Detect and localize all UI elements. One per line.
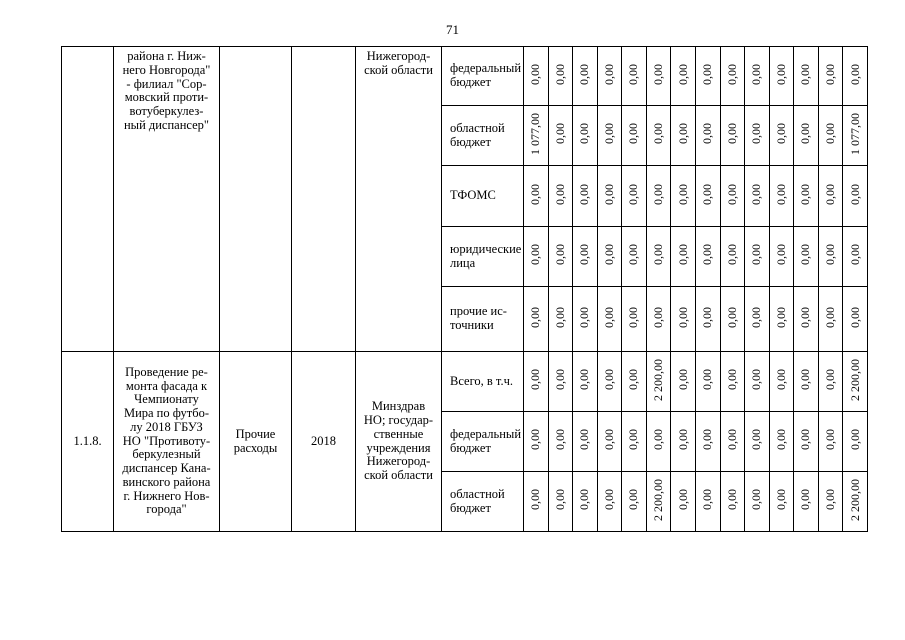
amount-cell: 0,00 [818,472,843,532]
funding-source-label: федеральный бюджет [442,412,524,472]
amount-cell: 0,00 [794,227,819,287]
item-number-cell: 1.1.8. [62,352,114,532]
amount-cell: 0,00 [548,166,573,227]
amount-cell: 0,00 [524,47,549,106]
amount-cell: 2 200,00 [646,352,671,412]
amount-cell: 0,00 [794,106,819,166]
amount-cell: 0,00 [794,352,819,412]
amount-cell: 0,00 [646,412,671,472]
amount-cell: 2 200,00 [843,352,868,412]
amount-cell: 0,00 [794,47,819,106]
item-number-cell [62,47,114,352]
amount-cell: 0,00 [843,47,868,106]
funding-source-label: прочие ис- точники [442,287,524,352]
amount-cell: 0,00 [745,47,770,106]
amount-cell: 0,00 [695,352,720,412]
amount-cell: 0,00 [695,227,720,287]
amount-cell: 0,00 [794,287,819,352]
amount-cell: 0,00 [646,47,671,106]
amount-cell: 0,00 [818,47,843,106]
amount-cell: 0,00 [769,472,794,532]
amount-cell: 0,00 [573,47,598,106]
amount-cell: 0,00 [671,352,696,412]
amount-cell: 0,00 [622,227,647,287]
item-name-cell: Проведение ре- монта фасада к Чемпионату Мира по футбо- лу 2018 ГБУЗ НО "Противоту- беркулезный диспансер Кана- винского района г. Нижнего Нов- города" [114,352,220,532]
amount-cell: 0,00 [573,287,598,352]
amount-cell: 0,00 [671,166,696,227]
amount-cell: 0,00 [524,412,549,472]
amount-cell: 0,00 [597,166,622,227]
expense-type-cell: Прочие расходы [220,352,292,532]
amount-cell: 0,00 [769,412,794,472]
amount-cell: 0,00 [524,227,549,287]
amount-cell: 0,00 [573,352,598,412]
amount-cell: 0,00 [597,227,622,287]
amount-cell: 0,00 [769,47,794,106]
amount-cell: 0,00 [745,227,770,287]
amount-cell: 0,00 [573,227,598,287]
amount-cell: 0,00 [794,472,819,532]
amount-cell: 0,00 [671,412,696,472]
amount-cell: 0,00 [573,106,598,166]
amount-cell: 0,00 [843,166,868,227]
amount-cell: 0,00 [794,166,819,227]
year-cell: 2018 [292,352,356,532]
amount-cell: 0,00 [720,106,745,166]
amount-cell: 2 200,00 [646,472,671,532]
amount-cell: 0,00 [573,472,598,532]
amount-cell: 0,00 [745,106,770,166]
amount-cell: 0,00 [597,47,622,106]
amount-cell: 0,00 [671,47,696,106]
amount-cell: 0,00 [720,166,745,227]
budget-table [61,46,868,532]
amount-cell: 0,00 [646,166,671,227]
amount-cell: 0,00 [818,412,843,472]
amount-cell: 0,00 [745,166,770,227]
amount-cell: 0,00 [769,166,794,227]
amount-cell: 0,00 [548,412,573,472]
amount-cell: 0,00 [843,287,868,352]
page-number: 71 [446,22,459,37]
funding-source-label: ТФОМС [442,166,524,227]
item-name-cell: района г. Ниж- него Новгорода" - филиал "Сор- мовский проти- вотуберкулез- ный диспансер" [114,47,220,352]
amount-cell: 0,00 [597,352,622,412]
year-cell [292,47,356,352]
amount-cell: 0,00 [818,227,843,287]
amount-cell: 0,00 [622,287,647,352]
amount-cell: 0,00 [548,227,573,287]
funding-source-label: областной бюджет [442,472,524,532]
amount-cell: 0,00 [573,166,598,227]
amount-cell: 0,00 [695,472,720,532]
amount-cell: 0,00 [671,287,696,352]
amount-cell: 0,00 [769,287,794,352]
amount-cell: 0,00 [818,352,843,412]
responsible-cell: Нижегород- ской области [356,47,442,352]
amount-cell: 0,00 [720,412,745,472]
amount-cell: 0,00 [745,352,770,412]
amount-cell: 0,00 [622,166,647,227]
expense-type-cell [220,47,292,352]
amount-cell: 0,00 [622,47,647,106]
amount-cell: 0,00 [646,287,671,352]
amount-cell: 0,00 [769,227,794,287]
amount-cell: 0,00 [524,472,549,532]
amount-cell: 0,00 [769,352,794,412]
amount-cell: 0,00 [524,287,549,352]
amount-cell: 0,00 [843,227,868,287]
amount-cell: 0,00 [671,227,696,287]
amount-cell: 0,00 [622,472,647,532]
amount-cell: 0,00 [622,106,647,166]
amount-cell: 2 200,00 [843,472,868,532]
funding-source-label: федеральный бюджет [442,47,524,106]
amount-cell: 0,00 [597,106,622,166]
amount-cell: 0,00 [720,352,745,412]
amount-cell: 0,00 [622,352,647,412]
amount-cell: 0,00 [843,412,868,472]
amount-cell: 0,00 [695,106,720,166]
amount-cell: 0,00 [671,472,696,532]
amount-cell: 0,00 [548,352,573,412]
table-row [62,47,868,106]
amount-cell: 0,00 [671,106,696,166]
amount-cell: 0,00 [573,412,598,472]
amount-cell: 0,00 [720,47,745,106]
amount-cell: 0,00 [818,106,843,166]
amount-cell: 0,00 [622,412,647,472]
amount-cell: 0,00 [646,227,671,287]
amount-cell: 0,00 [818,287,843,352]
amount-cell: 1 077,00 [843,106,868,166]
amount-cell: 0,00 [524,352,549,412]
amount-cell: 0,00 [695,47,720,106]
amount-cell: 0,00 [646,106,671,166]
amount-cell: 0,00 [548,47,573,106]
amount-cell: 0,00 [695,287,720,352]
amount-cell: 0,00 [597,472,622,532]
amount-cell: 0,00 [548,106,573,166]
amount-cell: 0,00 [720,472,745,532]
amount-cell: 0,00 [695,166,720,227]
amount-cell: 0,00 [695,412,720,472]
amount-cell: 0,00 [548,287,573,352]
funding-source-label: областной бюджет [442,106,524,166]
funding-source-label: юридические лица [442,227,524,287]
amount-cell: 0,00 [597,412,622,472]
amount-cell: 0,00 [720,227,745,287]
amount-cell: 0,00 [548,472,573,532]
funding-source-label: Всего, в т.ч. [442,352,524,412]
amount-cell: 0,00 [818,166,843,227]
amount-cell: 0,00 [745,287,770,352]
table-row [62,352,868,412]
amount-cell: 0,00 [720,287,745,352]
amount-cell: 1 077,00 [524,106,549,166]
amount-cell: 0,00 [524,166,549,227]
responsible-cell: Минздрав НО; государ- ственные учреждения Нижегород- ской области [356,352,442,532]
amount-cell: 0,00 [745,412,770,472]
amount-cell: 0,00 [745,472,770,532]
amount-cell: 0,00 [794,412,819,472]
amount-cell: 0,00 [597,287,622,352]
amount-cell: 0,00 [769,106,794,166]
